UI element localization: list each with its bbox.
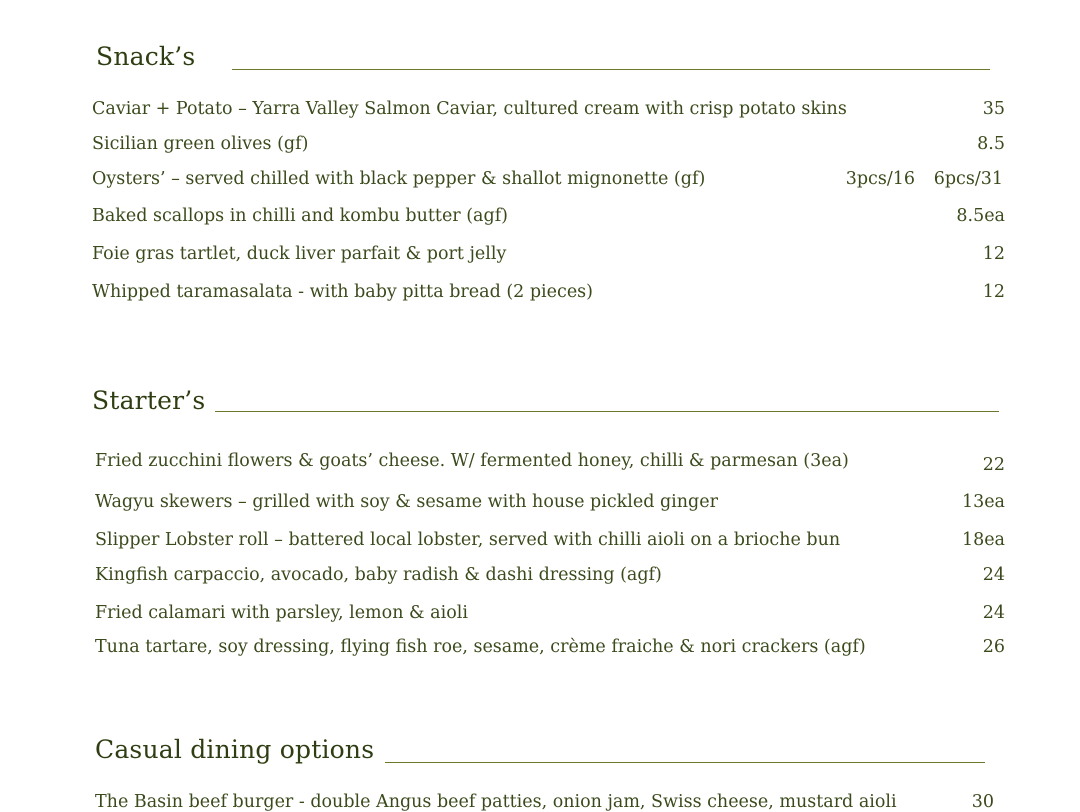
menu-item: Slipper Lobster roll – battered local lobster, served with chilli aioli on a brioche bun — [95, 530, 841, 550]
menu-item: Caviar + Potato – Yarra Valley Salmon Caviar, cultured cream with crisp potato skins — [92, 99, 847, 119]
menu-item: Baked scallops in chilli and kombu butter (agf) — [92, 206, 508, 226]
section-rule-starters — [215, 411, 999, 412]
menu-item-price: 12 — [982, 282, 1005, 302]
menu-item: The Basin beef burger - double Angus beef patties, onion jam, Swiss cheese, mustard aioli — [95, 792, 897, 812]
menu-item-price: 30 — [971, 792, 994, 812]
menu-item-price: 13ea — [961, 492, 1005, 512]
menu-item: Tuna tartare, soy dressing, flying fish roe, sesame, crème fraiche & nori crackers (agf) — [95, 637, 866, 657]
menu-item-price: 22 — [982, 455, 1005, 475]
menu-item-price: 8.5 — [977, 134, 1005, 154]
menu-item-price-small: 3pcs/16 — [845, 169, 915, 189]
menu-item-price: 26 — [982, 637, 1005, 657]
menu-item: Fried calamari with parsley, lemon & aioli — [95, 603, 468, 623]
menu-item-price: 12 — [982, 244, 1005, 264]
menu-item: Wagyu skewers – grilled with soy & sesame with house pickled ginger — [95, 492, 718, 512]
menu-item-price: 6pcs/31 — [933, 169, 1003, 189]
menu-item: Whipped taramasalata - with baby pitta bread (2 pieces) — [92, 282, 593, 302]
menu-item-price: 35 — [982, 99, 1005, 119]
menu-item: Sicilian green olives (gf) — [92, 134, 309, 154]
menu-item: Oysters’ – served chilled with black pepper & shallot mignonette (gf) — [92, 169, 706, 189]
menu-item: Kingfish carpaccio, avocado, baby radish & dashi dressing (agf) — [95, 565, 662, 585]
menu-item-price: 24 — [982, 603, 1005, 623]
section-title-casual: Casual dining options — [95, 735, 375, 764]
menu-item: Fried zucchini flowers & goats’ cheese. W/ fermented honey, chilli & parmesan (3ea) — [95, 451, 849, 471]
section-title-snacks: Snack’s — [96, 42, 196, 71]
section-rule-casual — [385, 762, 985, 763]
menu-item-price: 24 — [982, 565, 1005, 585]
menu-item-price: 8.5ea — [956, 206, 1005, 226]
section-title-starters: Starter’s — [92, 386, 206, 415]
menu-item-price: 18ea — [961, 530, 1005, 550]
menu-item: Foie gras tartlet, duck liver parfait & port jelly — [92, 244, 507, 264]
section-rule-snacks — [232, 69, 990, 70]
